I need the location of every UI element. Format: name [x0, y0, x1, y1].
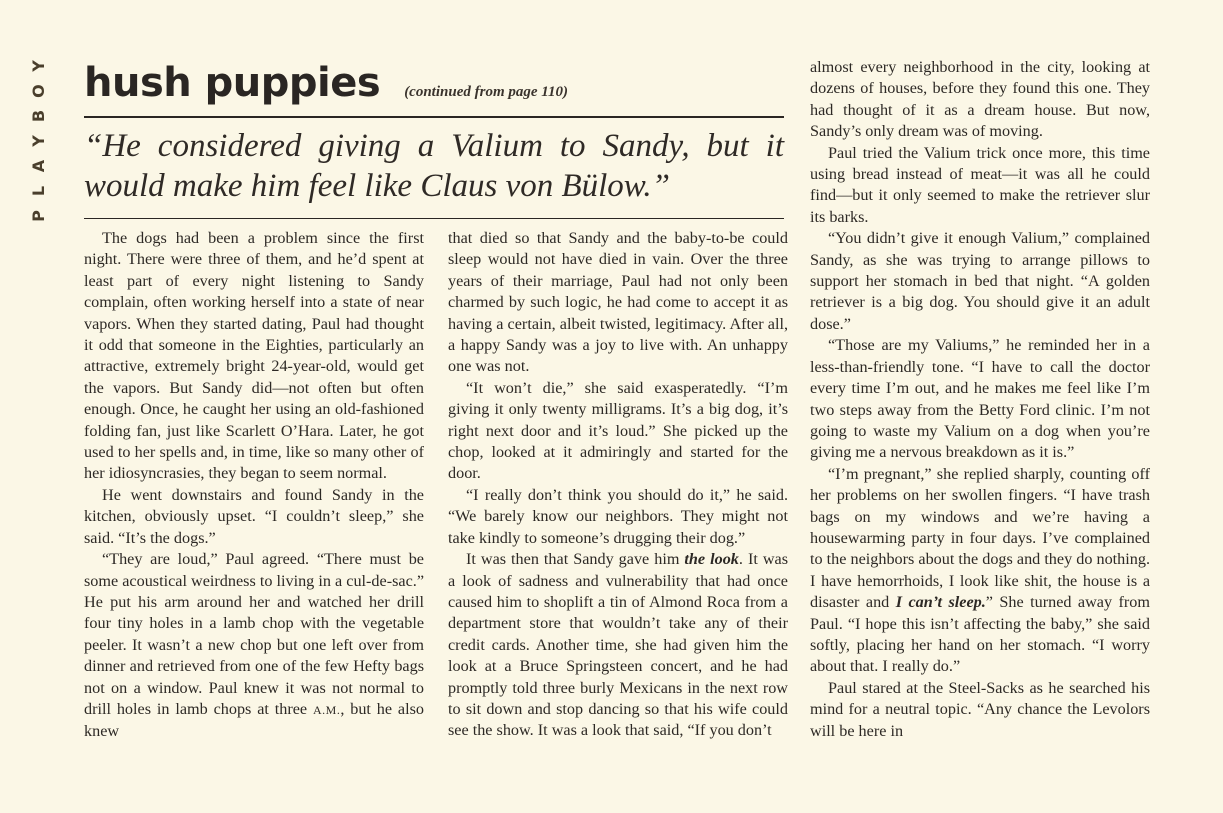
spine-letter: O — [29, 84, 48, 98]
pullquote-rule — [84, 218, 784, 219]
magazine-spine-label — [28, 58, 50, 224]
paragraph: “I really don’t think you should do it,” he said. “We barely know our neighbors. They might not take kindly to someone’s drugging their dog.” — [448, 485, 788, 547]
spine-letter: A — [29, 159, 48, 173]
spine-letter: Y — [29, 60, 48, 72]
paragraph-text: “I’m pregnant,” she replied sharply, counting off her problems on her swollen fingers. “I have trash bags on my windows and we’re having a housewarming party in four days. I’ve complained to the neighbors about the dogs and they do nothing. I have hemorrhoids, I look like shit, the house is a disaster and — [810, 464, 1150, 612]
spine-letter: B — [29, 109, 48, 123]
text-column-3 — [810, 57, 1150, 813]
emphasis-text: the look — [684, 550, 739, 569]
paragraph — [810, 464, 1150, 678]
paragraph: almost every neighborhood in the city, looking at dozens of houses, before they found this one. They had thought of it as a dream house. But now, Sandy’s only dream was of moving. — [810, 58, 1150, 141]
paragraph: “Those are my Valiums,” he reminded her in a less-than-friendly tone. “I have to call the doctor every time I’m out, and he makes me feel like I’m two steps away from the Betty Ford clinic. I’m not going to waste my Valium on a dog when you’re giving me a nervous breakdown as it is.” — [810, 336, 1150, 462]
text-column-2 — [448, 228, 788, 813]
paragraph-text: ” She turned away from Paul. “I hope this isn’t affecting the baby,” she said softly, placing her hand on her stomach. “I worry about that. I really do.” — [810, 593, 1150, 676]
paragraph: that died so that Sandy and the baby-to-be could sleep would not have died in vain. Over the three years of their marriage, Paul had not only been charmed by such logic, he had come to accept it as having a certain, albeit twisted, legitimacy. After all, a happy Sandy was a joy to live with. An unhappy one was not. — [448, 229, 788, 376]
paragraph: The dogs had been a problem since the first night. There were three of them, and he’d spent at least part of every night listening to Sandy complain, often working herself into a state of near vapors. When they started dating, Paul had thought it odd that someone in the Eighties, particularly an attractive, extremely bright 24-year-old, would get the vapors. But Sandy did—not often but often enough. Once, he caught her using an old-fashioned folding fan, just like Scarlett O’Hara. Later, he got used to her spells and, in time, like so many other of her idiosyncrasies, they began to seem normal. — [84, 229, 424, 483]
paragraph-text: “They are loud,” Paul agreed. “There must be some acoustical weirdness to living in a cul-de-sac.” He put his arm around her and watched her drill four tiny holes in a lamb chop with the vegetable peeler. It wasn’t a new chop but one left over from dinner and retrieved from one of the few Hefty bags not on a window. Paul knew it was not normal to drill holes in lamb chops at three — [84, 550, 424, 718]
time-abbrev: A.M. — [312, 702, 341, 717]
paragraph-text: It was then that Sandy gave him — [466, 550, 680, 569]
spine-letter: P — [29, 210, 48, 222]
paragraph: Paul tried the Valium trick once more, this time using bread instead of meat—it was all he could find—but it only seemed to make the retriever slur its barks. — [810, 143, 1150, 226]
paragraph — [84, 549, 424, 743]
paragraph: “It won’t die,” she said exasperatedly. “I’m giving it only twenty milligrams. It’s a big dog, it’s right next door and it’s loud.” She picked up the chop, looked at it admiringly and started for the door. — [448, 378, 788, 483]
text-column-1 — [84, 228, 424, 813]
emphasis-text: I can’t sleep. — [895, 593, 986, 612]
article-header — [84, 60, 784, 106]
spine-letter: Y — [29, 135, 48, 147]
header-rule — [84, 116, 784, 118]
paragraph — [448, 549, 788, 742]
continued-note: (continued from page 110) — [404, 84, 568, 100]
spine-letter: L — [29, 185, 48, 197]
paragraph: Paul stared at the Steel-Sacks as he searched his mind for a neutral topic. “Any chance the Levolors will be here in — [810, 678, 1150, 740]
article-title: hush puppies — [84, 60, 381, 106]
paragraph: He went downstairs and found Sandy in the kitchen, obviously upset. “I couldn’t sleep,” she said. “It’s the dogs.” — [84, 485, 424, 547]
paragraph-text: , but he also knew — [84, 699, 424, 741]
paragraph-text: . It was a look of sadness and vulnerability that had once caused him to shoplift a tin of Almond Roca from a department store that wouldn’t take any of their credit cards. Another time, she had given him the look at a Bruce Springsteen concert, and he had promptly told three burly Mexicans in the next row to sit down and stop dancing so that his wife could see the show. It was a look that said, “If you don’t — [448, 550, 788, 740]
pull-quote: “He considered giving a Valium to Sandy, but it would make him feel like Claus von Bülow.” — [84, 128, 784, 204]
paragraph: “You didn’t give it enough Valium,” complained Sandy, as she was trying to arrange pillows to support her stomach in bed that night. “A golden retriever is a big dog. You should give it an adult dose.” — [810, 229, 1150, 333]
